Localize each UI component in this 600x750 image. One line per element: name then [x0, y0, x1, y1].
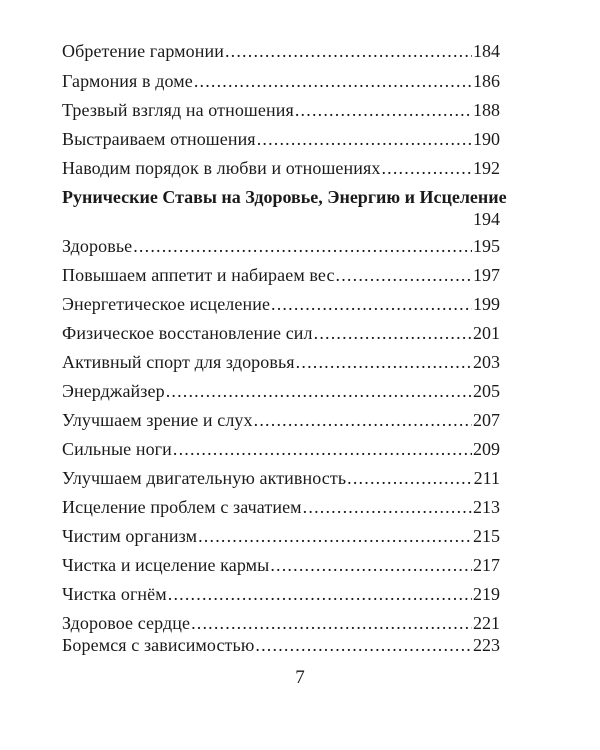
section-heading[interactable]: Рунические Ставы на Здоровье, Энергию и Исцеление [62, 187, 507, 207]
toc-entry-title: Гармония в доме [62, 71, 193, 91]
toc-entry-title: Энерджайзер [62, 381, 165, 401]
toc-entry-page: 199 [473, 294, 500, 314]
toc-entry-page: 201 [473, 323, 500, 343]
toc-entry-title: Активный спорт для здоровья [62, 352, 295, 372]
toc-entry-page: 192 [473, 158, 500, 178]
toc-entry[interactable] [62, 291, 500, 317]
toc-entry-page: 219 [473, 584, 500, 604]
toc-entry-page: 215 [473, 526, 500, 546]
toc-entry[interactable] [62, 155, 500, 181]
toc-leader-dots [254, 407, 472, 433]
toc-leader-dots [198, 523, 472, 549]
toc-entry-page: 211 [473, 468, 500, 488]
toc-entry-page: 190 [473, 129, 500, 149]
toc-entry[interactable] [62, 436, 500, 462]
toc-entry-title: Чистим организм [62, 526, 198, 546]
toc-entry[interactable] [62, 320, 500, 346]
toc-entry-page: 209 [473, 439, 500, 459]
toc-leader-dots [255, 632, 472, 658]
toc-leader-dots [270, 552, 472, 578]
toc-entry-title: Выстраиваем отношения [62, 129, 256, 149]
toc-entry-title: Улучшаем двигательную активность [62, 468, 347, 488]
toc-entry[interactable] [62, 465, 500, 491]
toc-leader-dots [166, 378, 472, 404]
toc-entry-page: 186 [473, 71, 500, 91]
toc-leader-dots [271, 291, 472, 317]
toc-entry-page: 221 [473, 613, 500, 633]
toc-entry[interactable] [62, 126, 500, 152]
toc-leader-dots [336, 262, 472, 288]
toc-leader-dots [296, 349, 472, 375]
toc-entry-title: Боремся с зависимостью [62, 635, 255, 655]
toc-leader-dots [133, 233, 472, 259]
footer-page-number: 7 [295, 667, 305, 688]
section-page-number: 194 [473, 209, 500, 229]
toc-entry-page: 195 [473, 236, 500, 256]
toc-entry-title: Энергетическое исцеление [62, 294, 271, 314]
toc-entry[interactable] [62, 97, 500, 123]
toc-leader-dots [168, 581, 472, 607]
toc-leader-dots [295, 97, 472, 123]
toc-leader-dots [347, 465, 473, 491]
toc-entry[interactable] [62, 233, 500, 259]
toc-leader-dots [173, 436, 472, 462]
toc-entry[interactable] [62, 552, 500, 578]
toc-entry-title: Повышаем аппетит и набираем вес [62, 265, 335, 285]
toc-entry-title: Чистка и исцеление кармы [62, 555, 270, 575]
toc-entry[interactable] [62, 523, 500, 549]
toc-entry-page: 197 [473, 265, 500, 285]
toc-entry-page: 188 [473, 100, 500, 120]
toc-entry-page: 203 [473, 352, 500, 372]
toc-entry-title: Чистка огнём [62, 584, 167, 604]
toc-entry-page: 205 [473, 381, 500, 401]
toc-entry-title: Наводим порядок в любви и отношениях [62, 158, 381, 178]
toc-entry[interactable] [62, 494, 500, 520]
toc-entry[interactable] [62, 38, 500, 64]
toc-entry-title: Трезвый взгляд на отношения [62, 100, 294, 120]
toc-leader-dots [314, 320, 472, 346]
toc-leader-dots [381, 155, 472, 181]
toc-entry-title: Здоровое сердце [62, 613, 191, 633]
toc-entry-page: 213 [473, 497, 500, 517]
toc-entry-page: 184 [473, 41, 500, 61]
toc-entry-title: Улучшаем зрение и слух [62, 410, 253, 430]
toc-entry[interactable] [62, 262, 500, 288]
toc-entry[interactable] [62, 581, 500, 607]
toc-entry-title: Здоровье [62, 236, 133, 256]
toc-leader-dots [303, 494, 472, 520]
toc-entry-page: 223 [473, 635, 500, 655]
toc-entry-title: Физическое восстановление сил [62, 323, 313, 343]
toc-entry-title: Исцеление проблем с зачатием [62, 497, 302, 517]
toc-entry-page: 207 [473, 410, 500, 430]
toc-leader-dots [225, 38, 472, 64]
toc-entry-page: 217 [473, 555, 500, 575]
toc-leader-dots [257, 126, 472, 152]
toc-entry[interactable] [62, 378, 500, 404]
toc-entry-title: Обретение гармонии [62, 41, 224, 61]
toc-entry[interactable] [62, 349, 500, 375]
toc-entry[interactable] [62, 68, 500, 94]
toc-entry-title: Сильные ноги [62, 439, 172, 459]
toc-leader-dots [194, 68, 472, 94]
toc-entry[interactable] [62, 407, 500, 433]
toc-entry[interactable] [62, 632, 500, 658]
